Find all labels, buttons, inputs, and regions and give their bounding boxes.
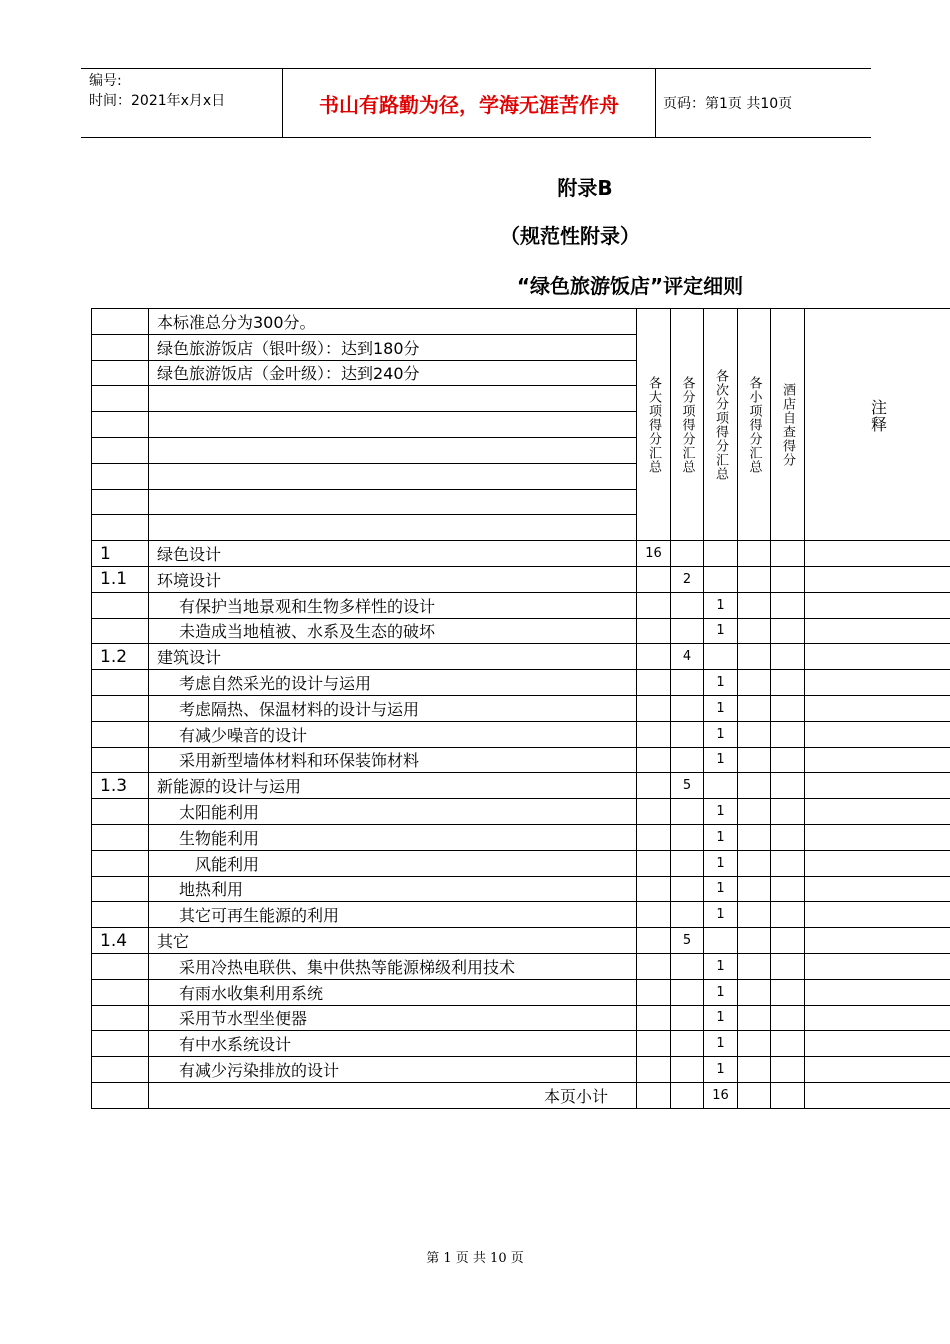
section-score: [671, 670, 704, 696]
table-row: [92, 644, 950, 670]
table-row: [92, 541, 950, 567]
table-row: [92, 876, 950, 902]
item-score: 1: [704, 1031, 738, 1057]
row-text: 绿色设计: [149, 541, 637, 567]
item-score: 1: [704, 721, 738, 747]
small-score: [738, 824, 771, 850]
note-cell: [805, 644, 950, 670]
small-score: [738, 1057, 771, 1083]
major-score: [637, 747, 671, 773]
row-number: [92, 876, 149, 902]
note-cell: [805, 876, 950, 902]
major-score: [637, 876, 671, 902]
row-number: 1.4: [92, 928, 149, 954]
table-row: [92, 850, 950, 876]
row-text: 采用节水型坐便器: [149, 1005, 637, 1031]
item-score: 1: [704, 618, 738, 644]
row-number: [92, 1031, 149, 1057]
section-score: [671, 953, 704, 979]
small-score: [738, 1005, 771, 1031]
small-score: [738, 928, 771, 954]
table-row: [92, 902, 950, 928]
section-score: 5: [671, 773, 704, 799]
section-score: 2: [671, 566, 704, 592]
row-number: [92, 618, 149, 644]
item-score: 1: [704, 979, 738, 1005]
major-score: [637, 824, 671, 850]
row-number: [92, 953, 149, 979]
subtotal-section: [671, 1082, 704, 1108]
row-number: [92, 592, 149, 618]
small-score: [738, 695, 771, 721]
table-row: [92, 1057, 950, 1083]
row-number: [92, 695, 149, 721]
rules-title: “绿色旅游饭店”评定细则: [516, 274, 744, 298]
row-text: 生物能利用: [149, 824, 637, 850]
motto: 书山有路勤为径，学海无涯苦作舟: [282, 69, 656, 137]
row-text: 采用新型墙体材料和环保装饰材料: [149, 747, 637, 773]
row-number: 1: [92, 541, 149, 567]
self-check-score: [771, 541, 805, 567]
section-score: [671, 618, 704, 644]
small-score: [738, 773, 771, 799]
section-score: [671, 979, 704, 1005]
small-score: [738, 876, 771, 902]
section-score: [671, 824, 704, 850]
col-header-self-check: 酒店自查得分: [771, 309, 805, 541]
small-score: [738, 953, 771, 979]
item-score: 1: [704, 670, 738, 696]
table-row: [92, 566, 950, 592]
section-score: [671, 799, 704, 825]
number-label: 编号:: [89, 73, 122, 89]
page-header: [81, 68, 871, 138]
note-cell: [805, 799, 950, 825]
major-score: [637, 953, 671, 979]
subtotal-major: [637, 1082, 671, 1108]
row-text: 其它: [149, 928, 637, 954]
row-text: 新能源的设计与运用: [149, 773, 637, 799]
table-row: [92, 695, 950, 721]
small-score: [738, 618, 771, 644]
row-text: 采用冷热电联供、集中供热等能源梯级利用技术: [149, 953, 637, 979]
major-score: [637, 850, 671, 876]
section-score: 4: [671, 644, 704, 670]
col-header-major: 各大项得分汇总: [637, 309, 671, 541]
item-score: [704, 928, 738, 954]
date-label: 时间：2021年x月x日: [89, 93, 226, 109]
row-text: 考虑自然采光的设计与运用: [149, 670, 637, 696]
small-score: [738, 566, 771, 592]
subtotal-small: [738, 1082, 771, 1108]
row-number: [92, 799, 149, 825]
section-score: [671, 1005, 704, 1031]
subtotal-self: [771, 1082, 805, 1108]
col-header-note: 注释: [805, 309, 950, 541]
self-check-score: [771, 979, 805, 1005]
small-score: [738, 644, 771, 670]
row-number: 1.3: [92, 773, 149, 799]
table-row: [92, 773, 950, 799]
item-score: [704, 644, 738, 670]
major-score: [637, 618, 671, 644]
self-check-score: [771, 928, 805, 954]
table-row: [92, 592, 950, 618]
row-text: 有保护当地景观和生物多样性的设计: [149, 592, 637, 618]
section-score: 5: [671, 928, 704, 954]
row-text: 有减少污染排放的设计: [149, 1057, 637, 1083]
table-row: [92, 953, 950, 979]
row-number: [92, 824, 149, 850]
intro-gold: 绿色旅游饭店（金叶级）：达到240分: [149, 360, 637, 386]
page-label: 页码：第1页 共10页: [663, 96, 793, 112]
item-score: 1: [704, 953, 738, 979]
major-score: [637, 902, 671, 928]
table-row: [92, 979, 950, 1005]
small-score: [738, 799, 771, 825]
item-score: 1: [704, 902, 738, 928]
row-text: 未造成当地植被、水系及生态的破坏: [149, 618, 637, 644]
section-score: [671, 1031, 704, 1057]
item-score: [704, 773, 738, 799]
subtotal-blank: [92, 1082, 149, 1108]
small-score: [738, 670, 771, 696]
major-score: [637, 566, 671, 592]
major-score: 16: [637, 541, 671, 567]
table-row: [92, 799, 950, 825]
section-score: [671, 695, 704, 721]
small-score: [738, 747, 771, 773]
row-text: 其它可再生能源的利用: [149, 902, 637, 928]
item-score: 1: [704, 747, 738, 773]
self-check-score: [771, 1031, 805, 1057]
self-check-score: [771, 644, 805, 670]
section-score: [671, 592, 704, 618]
note-cell: [805, 566, 950, 592]
item-score: 1: [704, 850, 738, 876]
subtotal-note: [805, 1082, 950, 1108]
self-check-score: [771, 592, 805, 618]
section-score: [671, 876, 704, 902]
major-score: [637, 773, 671, 799]
row-text: 有中水系统设计: [149, 1031, 637, 1057]
major-score: [637, 979, 671, 1005]
small-score: [738, 850, 771, 876]
row-number: [92, 747, 149, 773]
major-score: [637, 1005, 671, 1031]
section-score: [671, 902, 704, 928]
row-number: [92, 850, 149, 876]
appendix-title: 附录B: [557, 176, 613, 200]
item-score: [704, 541, 738, 567]
row-text: 考虑隔热、保温材料的设计与运用: [149, 695, 637, 721]
major-score: [637, 721, 671, 747]
header-meta: [81, 69, 281, 137]
note-cell: [805, 824, 950, 850]
note-cell: [805, 1031, 950, 1057]
small-score: [738, 979, 771, 1005]
note-cell: [805, 592, 950, 618]
self-check-score: [771, 773, 805, 799]
section-score: [671, 721, 704, 747]
self-check-score: [771, 721, 805, 747]
major-score: [637, 670, 671, 696]
note-cell: [805, 747, 950, 773]
row-text: 有减少噪音的设计: [149, 721, 637, 747]
intro-silver: 绿色旅游饭店（银叶级）：达到180分: [149, 334, 637, 360]
major-score: [637, 1057, 671, 1083]
row-number: [92, 1005, 149, 1031]
table-row: [92, 824, 950, 850]
row-number: [92, 670, 149, 696]
item-score: 1: [704, 592, 738, 618]
self-check-score: [771, 618, 805, 644]
self-check-score: [771, 953, 805, 979]
major-score: [637, 592, 671, 618]
small-score: [738, 902, 771, 928]
col-header-item: 各小项得分汇总: [738, 309, 771, 541]
table-row: [92, 721, 950, 747]
self-check-score: [771, 1005, 805, 1031]
note-cell: [805, 618, 950, 644]
note-cell: [805, 670, 950, 696]
note-cell: [805, 541, 950, 567]
small-score: [738, 1031, 771, 1057]
self-check-score: [771, 902, 805, 928]
row-number: [92, 902, 149, 928]
note-cell: [805, 1057, 950, 1083]
section-score: [671, 747, 704, 773]
self-check-score: [771, 747, 805, 773]
row-number: [92, 721, 149, 747]
major-score: [637, 799, 671, 825]
note-cell: [805, 979, 950, 1005]
scoring-table: [91, 308, 950, 1109]
row-text: 太阳能利用: [149, 799, 637, 825]
item-score: 1: [704, 824, 738, 850]
item-score: 1: [704, 876, 738, 902]
intro-total: 本标准总分为300分。: [149, 309, 637, 335]
note-cell: [805, 695, 950, 721]
self-check-score: [771, 1057, 805, 1083]
major-score: [637, 695, 671, 721]
self-check-score: [771, 799, 805, 825]
page-footer: 第 1 页 共 10 页: [426, 1251, 524, 1266]
item-score: 1: [704, 1057, 738, 1083]
row-number: [92, 979, 149, 1005]
table-row: [92, 670, 950, 696]
self-check-score: [771, 695, 805, 721]
table-row: [92, 928, 950, 954]
note-cell: [805, 721, 950, 747]
small-score: [738, 592, 771, 618]
small-score: [738, 721, 771, 747]
row-text: 环境设计: [149, 566, 637, 592]
row-number: [92, 1057, 149, 1083]
subtotal-row: [92, 1082, 950, 1108]
col-header-section: 各分项得分汇总: [671, 309, 704, 541]
table-row: [92, 618, 950, 644]
self-check-score: [771, 850, 805, 876]
major-score: [637, 928, 671, 954]
table-row: [92, 1031, 950, 1057]
table-row: [92, 1005, 950, 1031]
row-text: 地热利用: [149, 876, 637, 902]
self-check-score: [771, 566, 805, 592]
row-number: 1.1: [92, 566, 149, 592]
item-score: 1: [704, 799, 738, 825]
row-number: 1.2: [92, 644, 149, 670]
section-score: [671, 541, 704, 567]
item-score: 1: [704, 1005, 738, 1031]
section-score: [671, 1057, 704, 1083]
table-row: [92, 747, 950, 773]
row-text: 建筑设计: [149, 644, 637, 670]
col-header-subsection: 各次分项得分汇总: [704, 309, 738, 541]
note-cell: [805, 773, 950, 799]
major-score: [637, 1031, 671, 1057]
major-score: [637, 644, 671, 670]
row-text: 风能利用: [149, 850, 637, 876]
item-score: 1: [704, 695, 738, 721]
row-text: 有雨水收集利用系统: [149, 979, 637, 1005]
subtotal-value: 16: [704, 1082, 738, 1108]
self-check-score: [771, 670, 805, 696]
self-check-score: [771, 876, 805, 902]
small-score: [738, 541, 771, 567]
section-score: [671, 850, 704, 876]
note-cell: [805, 928, 950, 954]
normative-subtitle: （规范性附录）: [500, 224, 640, 248]
note-cell: [805, 902, 950, 928]
note-cell: [805, 953, 950, 979]
intro-row: [92, 309, 950, 335]
note-cell: [805, 850, 950, 876]
self-check-score: [771, 824, 805, 850]
item-score: [704, 566, 738, 592]
subtotal-label: 本页小计: [149, 1082, 637, 1108]
note-cell: [805, 1005, 950, 1031]
